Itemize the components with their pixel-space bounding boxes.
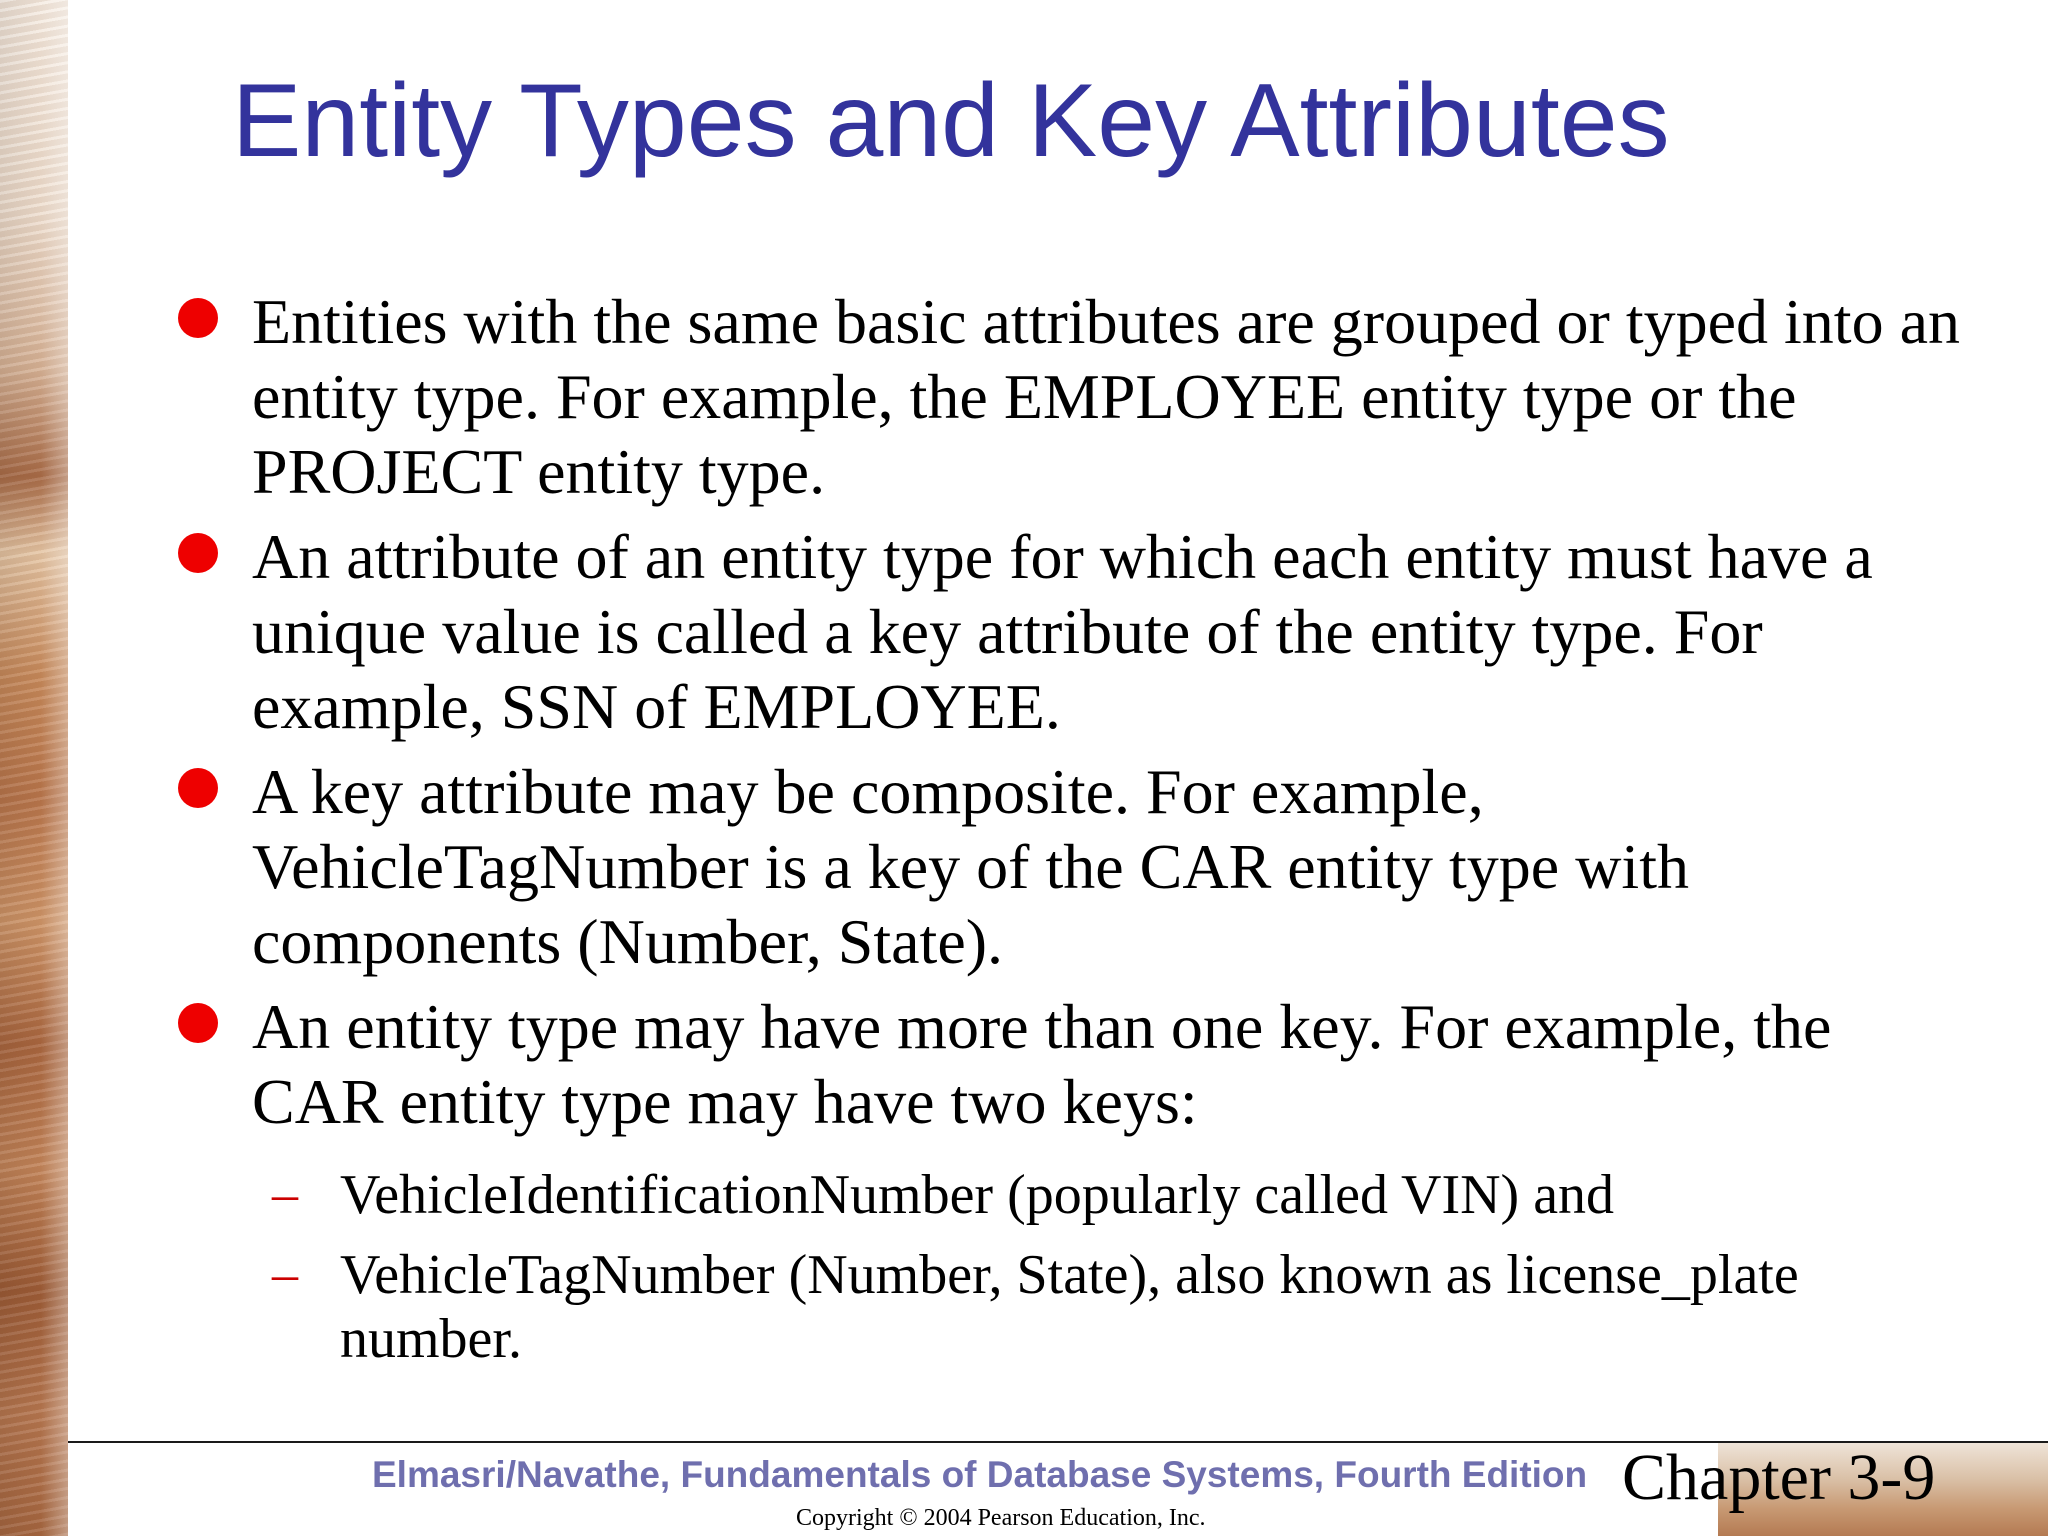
bullet-item (170, 989, 1960, 1371)
bullet-text: An attribute of an entity type for which each entity must have a unique value is called a key attribute of the entity type. For example, SSN of EMPLOYEE. (252, 521, 1873, 742)
bullet-text: Entities with the same basic attributes are grouped or typed into an entity type. For example, the EMPLOYEE entity type or the PROJECT entity type. (252, 286, 1960, 507)
red-bullet-icon (178, 768, 218, 808)
bullet-item (170, 519, 1960, 744)
slide-title: Entity Types and Key Attributes (232, 63, 1670, 179)
dash-bullet-icon: – (272, 1246, 298, 1303)
red-bullet-icon (178, 533, 218, 573)
bullet-text: A key attribute may be composite. For example, VehicleTagNumber is a key of the CAR entity type with components (Number, State). (252, 756, 1689, 977)
decoration-shade (0, 0, 68, 1536)
sub-bullet-item (252, 1163, 1960, 1227)
dash-bullet-icon: – (272, 1166, 298, 1223)
copyright-notice: Copyright © 2004 Pearson Education, Inc. (796, 1505, 1206, 1531)
red-bullet-icon (178, 298, 218, 338)
sub-bullet-text: VehicleTagNumber (Number, State), also known as license_plate number. (340, 1244, 1799, 1370)
sub-bullet-item (252, 1243, 1960, 1371)
bullet-item (170, 284, 1960, 509)
red-bullet-icon (178, 1003, 218, 1043)
bullet-text: An entity type may have more than one key. For example, the CAR entity type may have two keys: (252, 991, 1832, 1137)
sub-bullet-list (252, 1163, 1960, 1371)
bullet-list (170, 284, 1960, 1387)
chapter-slide-number: Chapter 3-9 (1622, 1441, 1936, 1514)
bullet-item (170, 754, 1960, 979)
footer-book-credit: Elmasri/Navathe, Fundamentals of Database Systems, Fourth Edition (372, 1454, 1588, 1495)
sub-bullet-text: VehicleIdentificationNumber (popularly called VIN) and (340, 1164, 1615, 1226)
